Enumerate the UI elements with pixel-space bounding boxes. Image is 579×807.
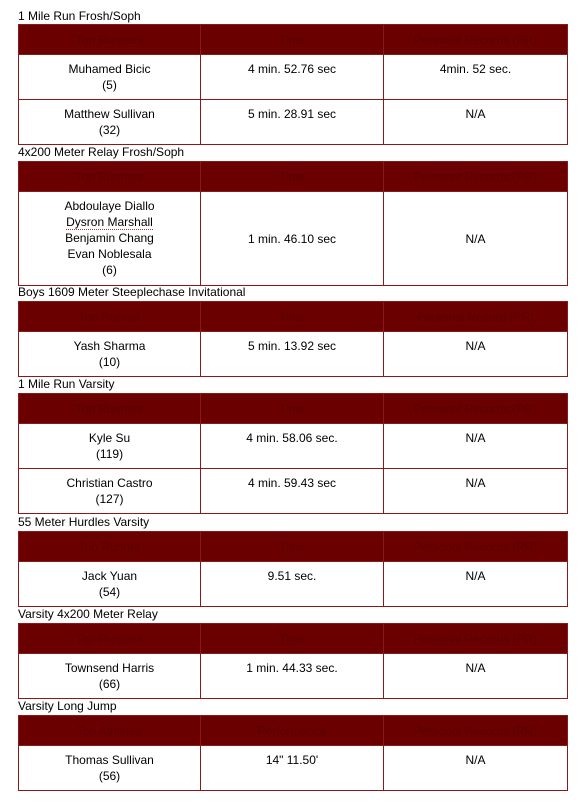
- athlete-number: (6): [102, 263, 117, 277]
- column-header-athletes: Top Runner: [19, 532, 201, 562]
- column-header-time: Time: [201, 624, 384, 654]
- table-header-row: [19, 162, 568, 192]
- athlete-number: (66): [98, 677, 121, 691]
- athlete-name: Matthew Sullivan: [64, 107, 155, 121]
- table-row: [19, 332, 568, 377]
- athlete-cell: [19, 192, 201, 286]
- table-header-row: [19, 532, 568, 562]
- athlete-name: [19, 214, 200, 230]
- section-title: 1 Mile Run Varsity: [18, 377, 115, 391]
- pr-cell: N/A: [384, 100, 568, 145]
- athlete-name: Christian Castro: [66, 476, 153, 490]
- section-title: 4x200 Meter Relay Frosh/Soph: [18, 145, 185, 159]
- pr-cell: N/A: [384, 654, 568, 699]
- column-header-athletes: Top Runners: [19, 25, 201, 55]
- table-row: [19, 562, 568, 607]
- athlete-cell: [19, 332, 201, 377]
- athlete-name: Abdoulaye Diallo: [64, 199, 155, 213]
- athlete-name: Muhamed Bicic: [68, 62, 151, 76]
- column-header-athletes: Top Athletes: [19, 716, 201, 746]
- section-title: 55 Meter Hurdles Varsity: [18, 515, 150, 529]
- athlete-name: Benjamin Chang: [65, 231, 154, 245]
- results-table: [18, 161, 568, 286]
- results-table: [18, 24, 568, 145]
- table-header-row: [19, 716, 568, 746]
- table-header-row: [19, 624, 568, 654]
- athlete-number: (127): [95, 492, 124, 506]
- time-cell: 4 min. 52.76 sec: [201, 55, 384, 100]
- table-row: [19, 469, 568, 514]
- table-row: [19, 746, 568, 791]
- athlete-name-text: Dysron Marshall: [66, 215, 153, 229]
- section-title: 1 Mile Run Frosh/Soph: [18, 9, 141, 23]
- athlete-cell: [19, 746, 201, 791]
- results-table: [18, 623, 568, 699]
- athlete-number: (5): [102, 78, 117, 92]
- pr-cell: N/A: [384, 424, 568, 469]
- section-title: Varsity 4x200 Meter Relay: [18, 607, 158, 621]
- table-row: [19, 654, 568, 699]
- athlete-name: Kyle Su: [88, 431, 131, 445]
- pr-cell: N/A: [384, 192, 568, 286]
- athlete-number: (32): [98, 123, 121, 137]
- results-table: [18, 393, 568, 514]
- athlete-cell: [19, 562, 201, 607]
- athlete-cell: [19, 424, 201, 469]
- time-cell: 4 min. 58.06 sec.: [201, 424, 384, 469]
- table-row: [19, 55, 568, 100]
- column-header-pr: Personal Records (PR): [384, 394, 568, 424]
- column-header-pr: Personal Record (PR): [384, 302, 568, 332]
- column-header-pr: Personal Records (PR): [384, 532, 568, 562]
- time-cell: 9.51 sec.: [201, 562, 384, 607]
- athlete-name: Townsend Harris: [64, 661, 155, 675]
- athlete-name: Yash Sharma: [73, 339, 146, 353]
- section-title: Varsity Long Jump: [18, 699, 117, 713]
- column-header-time: Time: [201, 532, 384, 562]
- results-table: [18, 715, 568, 791]
- athlete-cell: [19, 654, 201, 699]
- table-row: [19, 424, 568, 469]
- table-row: [19, 192, 568, 286]
- column-header-pr: Personal Records (PR): [384, 25, 568, 55]
- results-table: [18, 301, 568, 377]
- athlete-number: (10): [98, 355, 121, 369]
- results-table: [18, 531, 568, 607]
- column-header-pr: Personal Records (PR): [384, 716, 568, 746]
- column-header-athletes: Top Runners: [19, 624, 201, 654]
- time-cell: 5 min. 13.92 sec: [201, 332, 384, 377]
- athlete-name: Evan Noblesala: [67, 247, 152, 261]
- pr-cell: N/A: [384, 562, 568, 607]
- column-header-time: Time: [201, 302, 384, 332]
- athlete-name: Jack Yuan: [81, 569, 138, 583]
- column-header-athletes: Top Runner: [19, 302, 201, 332]
- column-header-athletes: Top Runners: [19, 162, 201, 192]
- athlete-cell: [19, 55, 201, 100]
- time-cell: 1 min. 46.10 sec: [201, 192, 384, 286]
- time-cell: 5 min. 28.91 sec: [201, 100, 384, 145]
- athlete-cell: [19, 469, 201, 514]
- section-title: Boys 1609 Meter Steeplechase Invitational: [18, 285, 246, 299]
- table-header-row: [19, 25, 568, 55]
- time-cell: 4 min. 59.43 sec: [201, 469, 384, 514]
- pr-cell: N/A: [384, 746, 568, 791]
- column-header-time: Time: [201, 162, 384, 192]
- column-header-athletes: Top Runners: [19, 394, 201, 424]
- column-header-performance: Performance: [201, 716, 384, 746]
- column-header-pr: Personal Records (PR): [384, 624, 568, 654]
- pr-cell: N/A: [384, 332, 568, 377]
- athlete-name: Thomas Sullivan: [65, 753, 154, 767]
- athlete-number: (54): [98, 585, 121, 599]
- performance-cell: 14" 11.50': [201, 746, 384, 791]
- table-header-row: [19, 394, 568, 424]
- table-row: [19, 100, 568, 145]
- athlete-cell: [19, 100, 201, 145]
- column-header-pr: Personal Records (PR): [384, 162, 568, 192]
- time-cell: 1 min. 44.33 sec.: [201, 654, 384, 699]
- pr-cell: 4min. 52 sec.: [384, 55, 568, 100]
- athlete-number: (56): [98, 769, 121, 783]
- pr-cell: N/A: [384, 469, 568, 514]
- column-header-time: Time: [201, 25, 384, 55]
- athlete-number: (119): [95, 447, 124, 461]
- column-header-time: Time: [201, 394, 384, 424]
- table-header-row: [19, 302, 568, 332]
